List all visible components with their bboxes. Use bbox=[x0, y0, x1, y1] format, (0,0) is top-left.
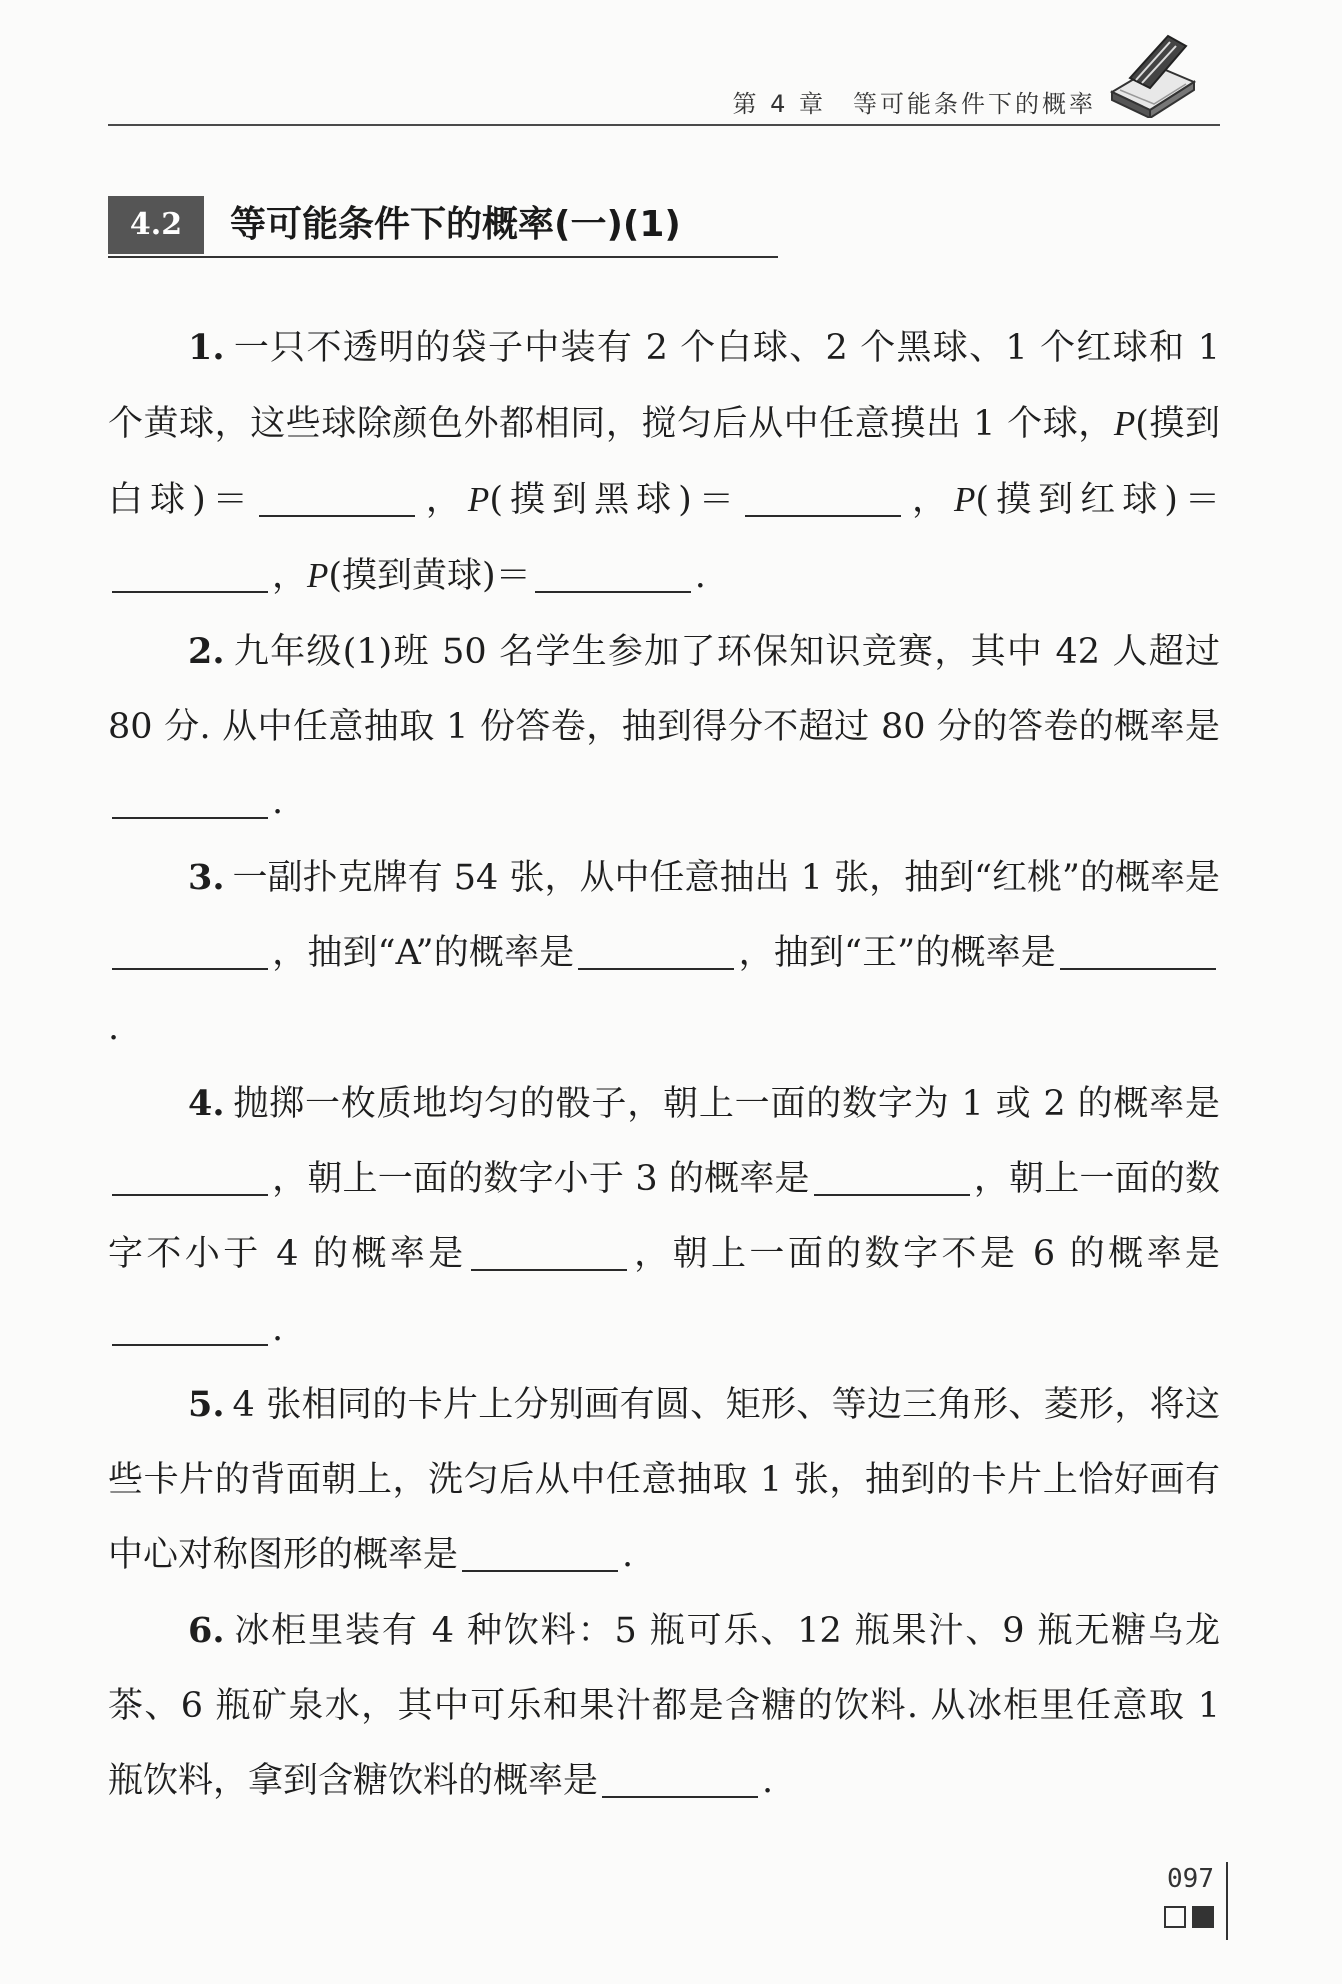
problem-2 bbox=[108, 614, 1220, 840]
problem-5 bbox=[108, 1367, 1220, 1593]
probability-symbol: P bbox=[954, 480, 976, 519]
problem-end: . bbox=[272, 782, 284, 822]
answer-blank[interactable] bbox=[112, 561, 268, 593]
problem-text: 九年级(1)班 50 名学生参加了环保知识竞赛，其中 42 人超过 80 分. 从中任意抽取 1 份答卷，抽到得分不超过 80 分的答卷的概率是 bbox=[108, 632, 1220, 747]
problem-text: ，朝上一面的数字不小于 4 的概率是 bbox=[108, 1159, 1220, 1274]
probability-symbol: P bbox=[1113, 404, 1136, 443]
page-footer bbox=[1148, 1862, 1228, 1940]
answer-blank[interactable] bbox=[471, 1239, 627, 1271]
book-icon bbox=[1106, 30, 1198, 118]
answer-blank[interactable] bbox=[112, 938, 268, 970]
problem-end: . bbox=[694, 556, 706, 596]
answer-blank[interactable] bbox=[814, 1164, 970, 1196]
problem-text: 一只不透明的袋子中装有 2 个白球、2 个黑球、1 个红球和 1 个黄球，这些球除颜色外都相同，搅匀后从中任意摸出 1 个球， bbox=[108, 328, 1220, 444]
problem-6 bbox=[108, 1593, 1220, 1819]
answer-blank[interactable] bbox=[745, 485, 901, 517]
problem-text: ， bbox=[904, 480, 955, 520]
section-number: 4.2 bbox=[108, 196, 204, 254]
problem-text: 抛掷一枚质地均匀的骰子，朝上一面的数字为 1 或 2 的概率是 bbox=[232, 1084, 1220, 1124]
probability-symbol: P bbox=[307, 556, 329, 595]
problem-text: 冰柜里装有 4 种饮料：5 瓶可乐、12 瓶果汁、9 瓶无糖乌龙茶、6 瓶矿泉水，其中可乐和果汁都是含糖的饮料. 从冰柜里任意取 1 瓶饮料，拿到含糖饮料的概率是 bbox=[108, 1611, 1220, 1801]
page-number: 097 bbox=[1167, 1864, 1214, 1894]
solid-square-icon bbox=[1192, 1906, 1214, 1928]
problem-text: ，抽到“A”的概率是 bbox=[272, 933, 575, 973]
answer-blank[interactable] bbox=[259, 485, 415, 517]
problem-number: 2. bbox=[188, 631, 225, 672]
problem-text: ，朝上一面的数字小于 3 的概率是 bbox=[272, 1159, 810, 1199]
footer-rule bbox=[1226, 1862, 1228, 1940]
answer-blank[interactable] bbox=[578, 938, 734, 970]
answer-blank[interactable] bbox=[112, 1164, 268, 1196]
problem-number: 3. bbox=[188, 857, 225, 898]
hollow-square-icon bbox=[1164, 1906, 1186, 1928]
problem-text: ， bbox=[418, 480, 468, 520]
answer-blank[interactable] bbox=[112, 787, 268, 819]
problem-text: ，朝上一面的数字不是 6 的概率是 bbox=[630, 1234, 1220, 1274]
section-title: 等可能条件下的概率(一)(1) bbox=[230, 204, 681, 245]
problem-text: ，抽到“王”的概率是 bbox=[738, 933, 1056, 973]
answer-blank[interactable] bbox=[602, 1766, 758, 1798]
answer-blank[interactable] bbox=[1060, 938, 1216, 970]
problem-list bbox=[108, 310, 1220, 1819]
running-header bbox=[108, 74, 1220, 126]
problem-number: 6. bbox=[188, 1610, 225, 1651]
problem-3 bbox=[108, 840, 1220, 1066]
problem-text: 一副扑克牌有 54 张，从中任意抽出 1 张，抽到“红桃”的概率是 bbox=[232, 858, 1220, 898]
problem-end: . bbox=[272, 1309, 284, 1349]
probability-symbol: P bbox=[467, 480, 490, 519]
problem-text: ， bbox=[272, 556, 308, 596]
problem-text: (摸到白球)＝ bbox=[108, 404, 1220, 520]
problem-number: 1. bbox=[188, 327, 225, 368]
problem-end: . bbox=[762, 1761, 774, 1801]
section-heading bbox=[108, 196, 778, 258]
answer-blank[interactable] bbox=[462, 1540, 618, 1572]
problem-number: 4. bbox=[188, 1083, 225, 1124]
problem-text: (摸到黑球)＝ bbox=[489, 480, 741, 520]
problem-end: . bbox=[108, 1008, 120, 1048]
problem-text: (摸到黄球)＝ bbox=[328, 556, 531, 596]
answer-blank[interactable] bbox=[535, 561, 691, 593]
problem-number: 5. bbox=[188, 1384, 225, 1425]
problem-1 bbox=[108, 310, 1220, 614]
problem-text: (摸到红球)＝ bbox=[975, 480, 1220, 520]
problem-end: . bbox=[622, 1535, 634, 1575]
problem-text: 4 张相同的卡片上分别画有圆、矩形、等边三角形、菱形，将这些卡片的背面朝上，洗匀后从中任意抽取 1 张，抽到的卡片上恰好画有中心对称图形的概率是 bbox=[108, 1385, 1220, 1575]
chapter-title: 第 4 章 等可能条件下的概率 bbox=[732, 90, 1096, 118]
problem-4 bbox=[108, 1066, 1220, 1367]
answer-blank[interactable] bbox=[112, 1314, 268, 1346]
